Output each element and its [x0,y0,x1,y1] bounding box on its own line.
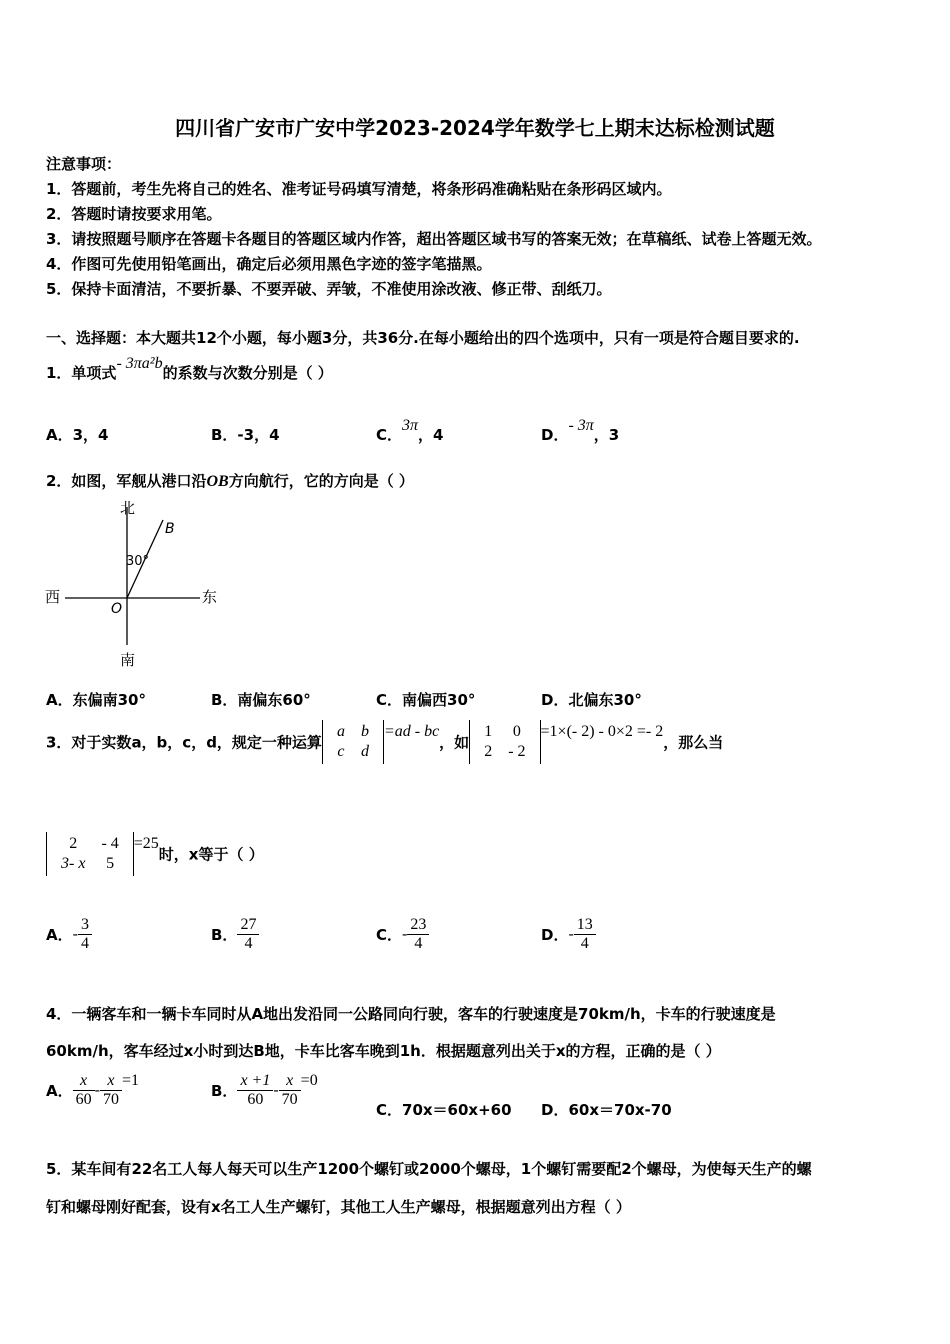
question-5-line-2: 钉和螺母刚好配套，设有x名工人生产螺钉，其他工人生产螺母，根据题意列出方程（ ） [46,1198,631,1216]
question-2: 2．如图，军舰从港口沿OB方向航行，它的方向是（ ） [46,472,414,490]
q1-option-c: C．3π，4 [376,417,444,444]
q2-option-d: D．北偏东30° [541,691,642,709]
angle-label: 30° [126,554,150,569]
determinant-given: 2 - 4 3- x 5 [46,832,134,876]
origin-label: O [111,601,123,617]
note-item: 4．作图可先使用铅笔画出，确定后必须用黑色字迹的签字笔描黑。 [46,255,492,273]
question-4-line-2: 60km/h，客车经过x小时到达B地，卡车比客车晚到1h．根据题意列出关于x的方程，正确的是（ ） [46,1042,721,1060]
q4-option-a: A． $\frac{x}{60}$ - $\frac{x}{70}$ =1 [46,1071,139,1108]
question-5-line-1: 5．某车间有22名工人每人每天可以生产1200个螺钉或2000个螺母，1个螺钉需要配2个螺母，为使每天生产的螺 [46,1160,812,1178]
q1-option-a: A．3，4 [46,426,109,444]
north-label: 北 [120,499,136,517]
question-1 [46,355,333,383]
determinant-definition: a b c d [322,720,384,764]
q1-suffix: 的系数与次数分别是（ ） [162,364,333,382]
q2-option-c: C．南偏西30° [376,691,476,709]
q3-option-b: B． $\frac{27}{4}$ [211,916,259,953]
determinant-example: 1 0 2 - 2 [469,720,540,764]
question-3: 3．对于实数a，b，c，d，规定一种运算 a b c d =ad - bc，如 1 0 2 - 2 =1×(- 2) - 0×2 =- 2，那么当 [46,720,723,764]
q2-option-a: A．东偏南30° [46,691,146,709]
notes-heading: 注意事项： [46,155,122,173]
q1-option-b: B．-3，4 [211,426,280,444]
page-title: 四川省广安市广安中学2023-2024学年数学七上期末达标检测试题 [175,116,775,140]
q4-option-c: C．70x＝60x+60 [376,1101,512,1119]
q4-option-b: B． $\frac{x +1}{60}$ - $\frac{x}{70}$ =0 [211,1071,318,1108]
q2-option-b: B．南偏东60° [211,691,311,709]
compass-figure [40,495,240,675]
q3-option-c: C．- $\frac{23}{4}$ [376,916,429,953]
note-item: 5．保持卡面清洁，不要折暴、不要弄破、弄皱，不准使用涂改液、修正带、刮纸刀。 [46,280,612,298]
q3-option-a: A．- $\frac{3}{4}$ [46,916,92,953]
section-heading: 一、选择题：本大题共12个小题，每小题3分，共36分.在每小题给出的四个选项中，只有一项是符合题目要求的. [46,329,800,347]
q4-option-d: D．60x＝70x-70 [541,1101,672,1119]
south-label: 南 [120,651,136,669]
east-label: 东 [202,588,218,606]
note-item: 2．答题时请按要求用笔。 [46,205,222,223]
question-3-condition: 2 - 4 3- x 5 =25时，x等于（ ） [46,832,264,876]
question-4-line-1: 4．一辆客车和一辆卡车同时从A地出发沿同一公路同向行驶，客车的行驶速度是70km/h，卡车的行驶速度是 [46,1005,776,1023]
note-item: 1．答题前，考生先将自己的姓名、准考证号码填写清楚，将条形码准确粘贴在条形码区域内。 [46,180,672,198]
q1-expression: - 3πa²b [116,355,163,372]
q1-option-d: D．- 3π，3 [541,417,620,444]
q1-prefix: 1．单项式 [46,364,117,382]
point-b-label: B [165,521,175,537]
q3-option-d: D．- $\frac{13}{4}$ [541,916,596,953]
note-item: 3．请按照题号顺序在答题卡各题目的答题区域内作答，超出答题区域书写的答案无效；在草稿纸、试卷上答题无效。 [46,230,822,248]
west-label: 西 [45,588,61,606]
